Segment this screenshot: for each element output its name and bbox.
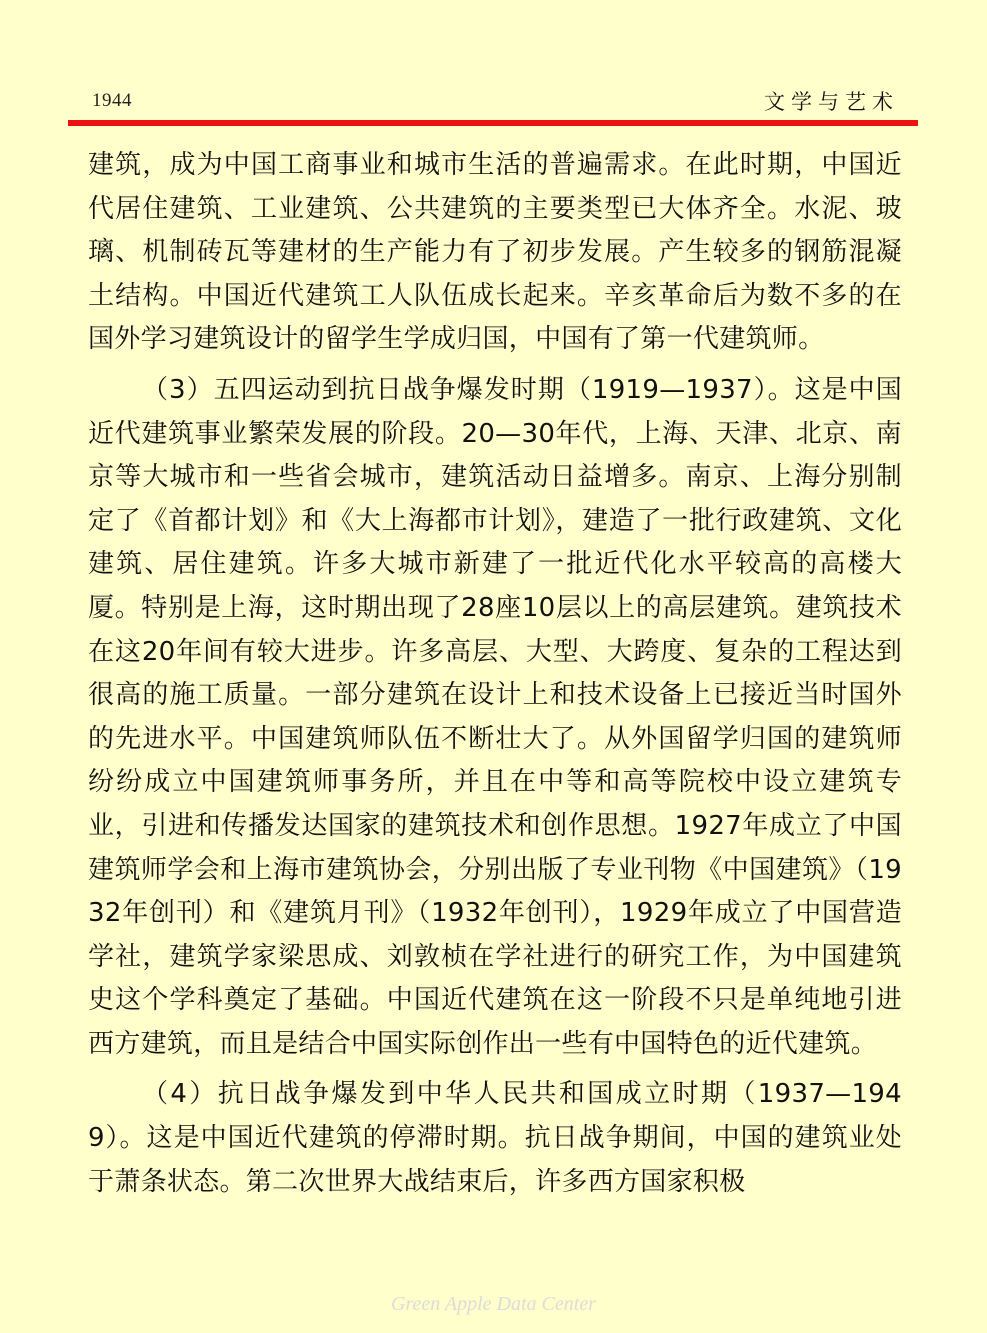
article-body (88, 144, 902, 1204)
header-divider (68, 120, 918, 126)
page-number: 1944 (92, 90, 132, 111)
paragraph-2: （3）五四运动到抗日战争爆发时期（1919—1937）。这是中国近代建筑事业繁荣发展的阶段。20—30年代，上海、天津、北京、南京等大城市和一些省会城市，建筑活动日益增多。南京、上海分别制定了《首都计划》和《大上海都市计划》，建造了一批行政建筑、文化建筑、居住建筑。许多大城市新建了一批近代化水平较高的高楼大厦。特别是上海，这时期出现了28座10层以上的高层建筑。建筑技术在这20年间有较大进步。许多高层、大型、大跨度、复杂的工程达到很高的施工质量。一部分建筑在设计上和技术设备上已接近当时国外的先进水平。中国建筑师队伍不断壮大了。从外国留学归国的建筑师纷纷成立中国建筑师事务所，并且在中等和高等院校中设立建筑专业，引进和传播发达国家的建筑技术和创作思想。1927年成立了中国建筑师学会和上海市建筑协会，分别出版了专业刊物《中国建筑》（1932年创刊）和《建筑月刊》（1932年创刊），1929年成立了中国营造学社，建筑学家梁思成、刘敦桢在学社进行的研究工作，为中国建筑史这个学科奠定了基础。中国近代建筑在这一阶段不只是单纯地引进西方建筑，而且是结合中国实际创作出一些有中国特色的近代建筑。 (88, 374, 902, 1059)
section-title: 文学与艺术 (764, 90, 899, 114)
watermark: Green Apple Data Center (391, 1293, 596, 1315)
paragraph-1: 建筑，成为中国工商事业和城市生活的普遍需求。在此时期，中国近代居住建筑、工业建筑、公共建筑的主要类型已大体齐全。水泥、玻璃、机制砖瓦等建材的生产能力有了初步发展。产生较多的钢筋混凝土结构。中国近代建筑工人队伍成长起来。辛亥革命后为数不多的在国外学习建筑设计的留学生学成归国，中国有了第一代建筑师。 (88, 150, 902, 355)
paragraph-3: （4）抗日战争爆发到中华人民共和国成立时期（1937—1949）。这是中国近代建筑的停滞时期。抗日战争期间，中国的建筑业处于萧条状态。第二次世界大战结束后，许多西方国家积极 (88, 1079, 902, 1197)
